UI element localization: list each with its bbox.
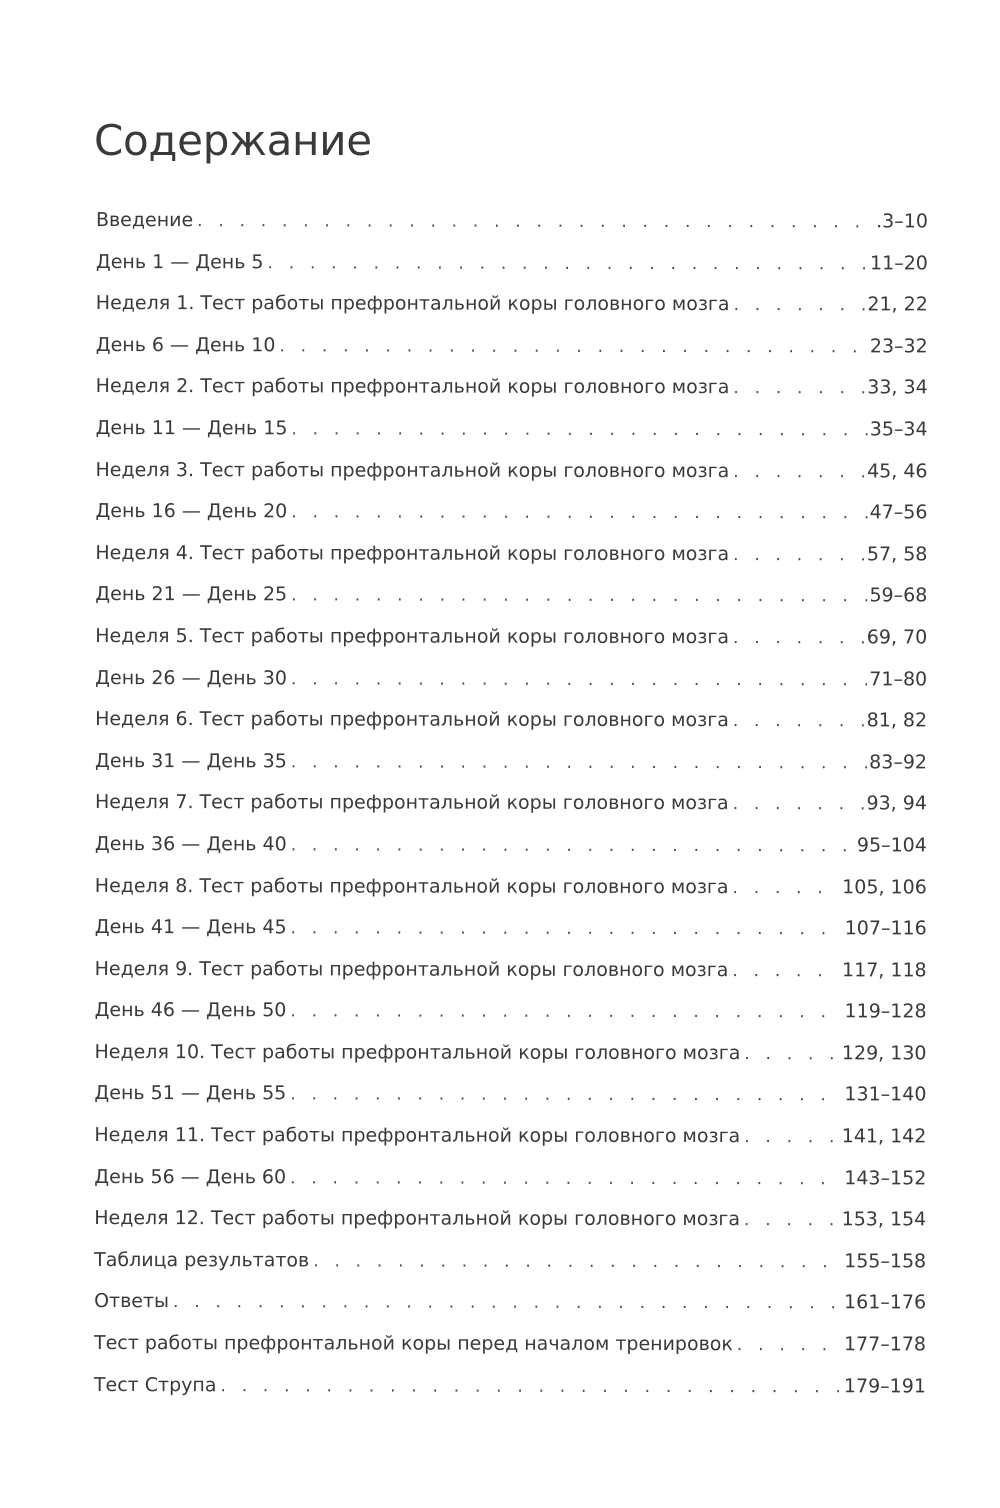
- toc-entry: [95, 491, 927, 534]
- toc-entry-label: Ответы: [94, 1290, 170, 1313]
- toc-entry: [95, 907, 927, 950]
- dot-leader: [737, 1325, 842, 1367]
- toc-entry-label: Таблица результатов: [94, 1248, 310, 1272]
- toc-entry-pages: 129, 130: [841, 1042, 927, 1065]
- toc-entry-label: Неделя 3. Тест работы префронтальной коры головного мозга: [95, 458, 730, 482]
- toc-entry-pages: 177–178: [843, 1333, 927, 1356]
- toc-entry-label: День 6 — День 10: [95, 333, 276, 357]
- toc-entry: [95, 574, 927, 617]
- toc-entry: [96, 242, 928, 285]
- toc-entry-pages: 141, 142: [841, 1125, 927, 1148]
- toc-entry-pages: 45, 46: [867, 459, 928, 483]
- dot-leader: [173, 1283, 842, 1326]
- dot-leader: [290, 1158, 842, 1201]
- toc-entry-label: День 46 — День 50: [94, 999, 287, 1022]
- toc-entry: [96, 366, 928, 409]
- toc-entry-label: Введение: [95, 208, 194, 232]
- toc-entry: [94, 1240, 926, 1283]
- dot-leader: [291, 825, 855, 868]
- toc-entry-pages: 59–68: [869, 584, 928, 607]
- toc-entry: [94, 1365, 926, 1408]
- toc-entry-label: День 41 — День 45: [94, 916, 287, 939]
- dot-leader: [733, 618, 865, 660]
- toc-entry-pages: 47–56: [869, 501, 928, 524]
- dot-leader: [291, 576, 867, 619]
- dot-leader: [268, 243, 869, 286]
- dot-leader: [279, 326, 867, 369]
- toc-entry-pages: 179–191: [843, 1374, 926, 1398]
- toc-entry-pages: .3–10: [876, 210, 928, 233]
- dot-leader: [197, 201, 874, 244]
- toc-entry-pages: 95–104: [856, 834, 927, 857]
- toc-entry: [95, 741, 927, 784]
- toc-entry-label: День 1 — День 5: [95, 250, 264, 273]
- toc-entry-label: Неделя 9. Тест работы префронтальной коры головного мозга: [94, 957, 729, 981]
- toc-entry-pages: 83–92: [869, 751, 928, 774]
- dot-leader: [291, 409, 867, 452]
- toc-entry-label: Неделя 2. Тест работы префронтальной коры головного мозга: [95, 375, 730, 399]
- page-title: Содержание: [94, 116, 372, 165]
- dot-leader: [744, 1200, 840, 1242]
- toc-entry-pages: 107–116: [844, 917, 927, 940]
- toc-entry-label: Неделя 11. Тест работы префронтальной коры головного мозга: [94, 1124, 741, 1148]
- dot-leader: [733, 701, 865, 743]
- toc-entry-pages: 23–32: [869, 335, 928, 358]
- toc-entry-label: Неделя 8. Тест работы префронтальной коры головного мозга: [94, 874, 729, 898]
- toc-entry: [96, 200, 928, 243]
- toc-entry-pages: 71–80: [869, 667, 928, 690]
- toc-entry: [95, 824, 927, 867]
- toc-entry-label: День 21 — День 25: [95, 583, 288, 606]
- toc-entry-label: Неделя 12. Тест работы префронтальной коры головного мозга: [94, 1207, 741, 1231]
- toc-entry: [96, 408, 928, 451]
- dot-leader: [732, 951, 840, 993]
- toc-entry-label: День 11 — День 15: [95, 416, 288, 440]
- toc-entry-label: День 31 — День 35: [95, 749, 287, 773]
- toc-entry-pages: 93, 94: [866, 792, 927, 815]
- dot-leader: [291, 742, 867, 785]
- toc-entry-label: Неделя 4. Тест работы префронтальной коры головного мозга: [95, 541, 730, 565]
- toc-entry-label: Неделя 10. Тест работы префронтальной коры головного мозга: [94, 1040, 741, 1065]
- toc-entry: [94, 1198, 926, 1241]
- toc-entry-pages: 153, 154: [841, 1208, 927, 1231]
- toc-entry: [95, 450, 927, 493]
- dot-leader: [313, 1241, 842, 1284]
- toc-entry-pages: 69, 70: [866, 626, 928, 649]
- dot-leader: [733, 368, 865, 410]
- toc-entry: [95, 616, 927, 659]
- toc-entry: [95, 865, 927, 908]
- toc-entry-label: Неделя 6. Тест работы префронтальной коры головного мозга: [95, 708, 729, 732]
- toc-entry: [94, 1115, 926, 1158]
- toc-entry-pages: 161–176: [844, 1291, 927, 1314]
- dot-leader: [290, 1075, 842, 1118]
- dot-leader: [733, 535, 865, 577]
- dot-leader: [291, 659, 867, 702]
- toc-entry-label: День 56 — День 60: [94, 1165, 287, 1188]
- toc-entry-pages: 119–128: [844, 1000, 927, 1023]
- toc-entry: [94, 1073, 926, 1116]
- dot-leader: [744, 1117, 840, 1159]
- toc-entry-pages: 57, 58: [866, 543, 928, 566]
- toc-entry: [95, 658, 927, 701]
- toc-entry: [96, 325, 928, 368]
- toc-entry-label: Тест Струпа: [93, 1373, 217, 1396]
- toc-entry-label: Неделя 1. Тест работы префронтальной коры головного мозга: [95, 292, 730, 316]
- toc-entry: [96, 283, 928, 326]
- toc-entry: [95, 949, 927, 992]
- toc-entry-label: Неделя 7. Тест работы префронтальной коры головного мозга: [94, 791, 729, 815]
- dot-leader: [734, 285, 866, 327]
- toc-entry: [94, 1032, 926, 1075]
- toc-entry-label: День 16 — День 20: [95, 500, 288, 523]
- toc-entry-pages: 117, 118: [842, 958, 927, 982]
- toc-entry-pages: 11–20: [870, 251, 928, 275]
- toc-entry-label: Неделя 5. Тест работы префронтальной коры головного мозга: [95, 624, 730, 649]
- dot-leader: [290, 992, 842, 1035]
- toc-entry-pages: 155–158: [844, 1250, 927, 1273]
- toc-entry: [95, 699, 927, 742]
- dot-leader: [291, 492, 867, 535]
- toc-entry-pages: 81, 82: [866, 709, 928, 732]
- dot-leader: [733, 868, 841, 910]
- toc-entry: [95, 990, 927, 1033]
- dot-leader: [291, 908, 843, 951]
- toc-entry-label: День 26 — День 30: [95, 666, 288, 689]
- table-of-contents: [94, 200, 928, 1408]
- toc-entry-label: Тест работы префронтальной коры перед началом тренировок: [93, 1332, 733, 1356]
- dot-leader: [733, 784, 865, 826]
- toc-entry-label: День 36 — День 40: [94, 832, 287, 856]
- toc-entry-label: День 51 — День 55: [94, 1082, 287, 1105]
- toc-entry: [94, 1157, 926, 1200]
- toc-entry: [94, 1323, 926, 1366]
- toc-entry-pages: 143–152: [844, 1166, 927, 1190]
- toc-entry: [95, 533, 927, 576]
- toc-entry-pages: 35–34: [869, 418, 928, 441]
- toc-entry-pages: 131–140: [844, 1083, 927, 1106]
- toc-entry-pages: 105, 106: [842, 875, 927, 898]
- toc-entry-pages: 21, 22: [867, 293, 928, 316]
- dot-leader: [220, 1366, 841, 1409]
- toc-entry-pages: 33, 34: [867, 376, 928, 399]
- toc-entry: [94, 1281, 926, 1324]
- toc-entry: [95, 782, 927, 825]
- dot-leader: [733, 452, 865, 494]
- dot-leader: [744, 1034, 840, 1076]
